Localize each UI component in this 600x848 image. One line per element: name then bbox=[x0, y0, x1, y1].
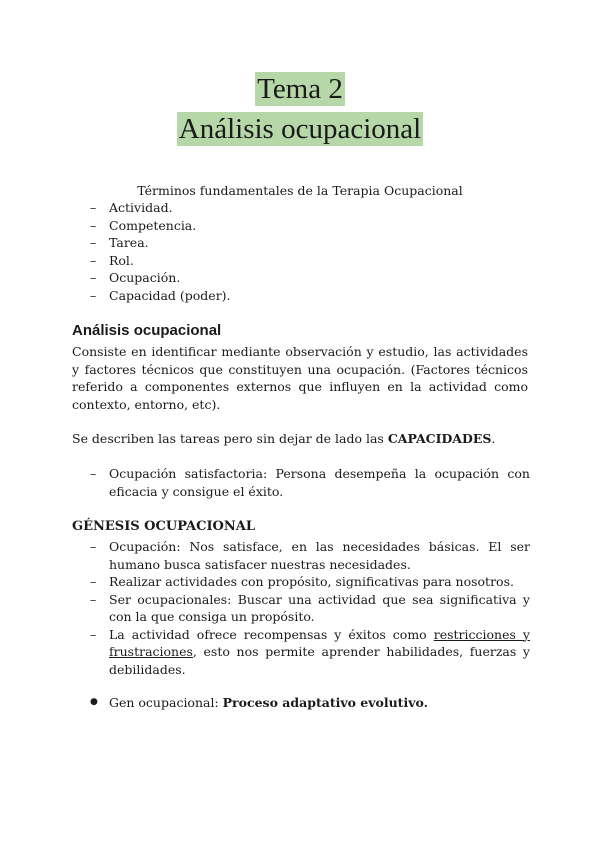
last-item-suffix: , esto nos permite aprender habilidades, fuerzas y debilidades. bbox=[109, 644, 530, 677]
list-item: – Ocupación satisfactoria: Persona desempeña la ocupación con eficacia y consigue el éxito. bbox=[90, 465, 530, 500]
satisfactoria-list bbox=[90, 465, 530, 500]
list-item: – Actividad. bbox=[90, 199, 530, 217]
list-item: – Ser ocupacionales: Buscar una actividad que sea significativa y con la que consiga un propósito. bbox=[90, 591, 530, 626]
list-item: – Rol. bbox=[90, 252, 530, 270]
gen-list bbox=[90, 694, 528, 712]
last-item-prefix: La actividad ofrece recompensas y éxitos como bbox=[109, 626, 434, 642]
genesis-list bbox=[90, 538, 530, 678]
capacidades-suffix: . bbox=[491, 431, 496, 446]
capacidades-paragraph bbox=[72, 430, 528, 448]
page-title-topic: Tema 2 bbox=[257, 73, 343, 105]
terms-list bbox=[90, 199, 530, 304]
capacidades-bold: CAPACIDADES bbox=[387, 431, 492, 446]
list-item: – Tarea. bbox=[90, 234, 530, 252]
analisis-paragraph: Consiste en identificar mediante observación y estudio, las actividades y factores técnicos que constituyen una ocupación. (Factores técnicos referido a componentes externos que influyen en la actividad como contexto, entorno, etc). bbox=[72, 344, 528, 412]
list-item: – Realizar actividades con propósito, significativas para nosotros. bbox=[90, 573, 530, 591]
title-line-1-wrap bbox=[0, 72, 600, 106]
underlined-text: restricciones y frustraciones bbox=[109, 626, 530, 659]
gen-bold: Proceso adaptativo evolutivo. bbox=[222, 695, 428, 710]
analisis-heading: Análisis ocupacional bbox=[72, 322, 222, 339]
list-item bbox=[90, 626, 530, 679]
genesis-heading: GÉNESIS OCUPACIONAL bbox=[72, 519, 255, 534]
page-title-main: Análisis ocupacional bbox=[178, 113, 422, 145]
gen-prefix: Gen ocupacional: bbox=[109, 695, 223, 710]
title-line-2-wrap bbox=[0, 112, 600, 146]
section-subtitle: Términos fundamentales de la Terapia Ocupacional bbox=[137, 183, 463, 198]
list-item: – Ocupación: Nos satisface, en las necesidades básicas. El ser humano busca satisfacer nuestras necesidades. bbox=[90, 538, 530, 573]
list-item bbox=[90, 694, 528, 712]
list-item: – Capacidad (poder). bbox=[90, 287, 530, 305]
list-item: – Competencia. bbox=[90, 217, 530, 235]
list-item: – Ocupación. bbox=[90, 269, 530, 287]
capacidades-prefix: Se describen las tareas pero sin dejar de lado las bbox=[72, 431, 388, 446]
